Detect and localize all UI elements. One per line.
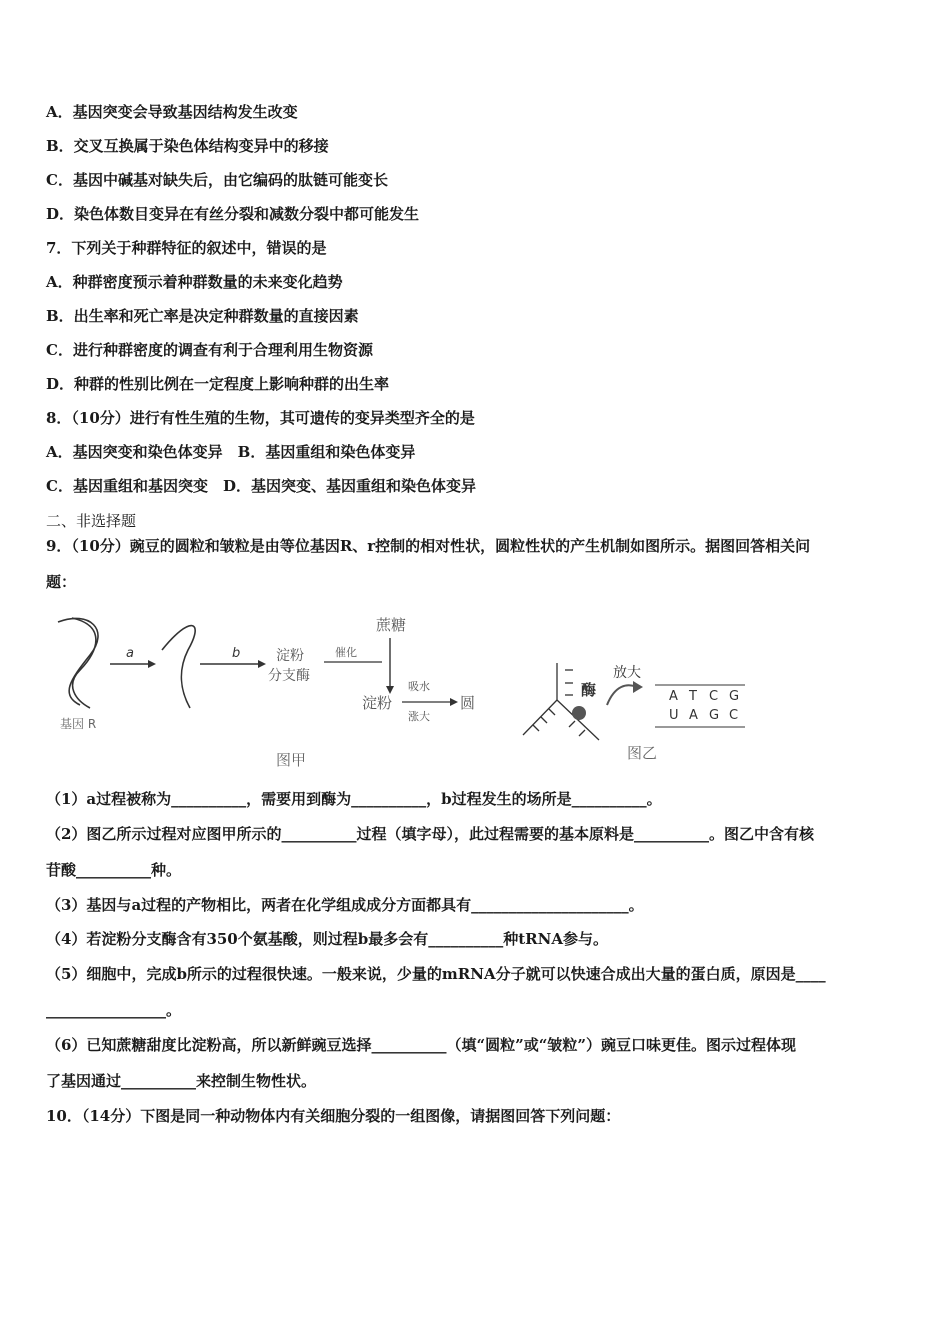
magnify-label: 放大 [613, 665, 641, 681]
q6-option-c: C．基因中碱基对缺失后，由它编码的肽链可能变长 [46, 171, 388, 189]
q6-option-a: A．基因突变会导致基因结构发生改变 [46, 103, 298, 121]
gene-r-strands [58, 618, 98, 708]
q9-part4: （4）若淀粉分支酶含有350个氨基酸，则过程b最多会有__________种tRNA参与。 [46, 930, 608, 948]
q8-options-cd: C．基因重组和基因突变 D．基因突变、基因重组和染色体变异 [46, 477, 476, 495]
q10-stem: 10．（14分）下图是同一种动物体内有关细胞分裂的一组图像，请据图回答下列问题： [46, 1107, 621, 1125]
q9-part2-line2: 苷酸__________种。 [46, 861, 182, 879]
q7-stem: 7．下列关于种群特征的叙述中，错误的是 [46, 239, 327, 257]
section-heading: 二、非选择题 [46, 512, 137, 530]
mrna-strand [162, 626, 195, 708]
enzyme-line1: 淀粉 [276, 648, 304, 664]
enzyme-blob [572, 706, 586, 720]
q9-part1: （1）a过程被称为__________，需要用到酶为__________，b过程发生的场所是__________。 [46, 790, 662, 808]
top-base: A [669, 689, 678, 704]
magnify-arrow [607, 685, 637, 705]
q9-part5-line2: ________________。 [46, 1001, 182, 1019]
q9-part6-line2: 了基因通过__________来控制生物性状。 [46, 1072, 317, 1090]
q9-part2-line1: （2）图乙所示过程对应图甲所示的__________过程（填字母），此过程需要的基本原料是__________。图乙中含有核 [46, 825, 814, 843]
top-base: T [689, 689, 697, 704]
top-base: G [729, 689, 740, 704]
swell-label: 涨大 [408, 710, 430, 723]
top-base: C [709, 689, 719, 704]
bottom-base: U [669, 708, 679, 723]
q9-stem-line1: 9．（10分）豌豆的圆粒和皱粒是由等位基因R、r控制的相对性状，圆粒性状的产生机制如图所示。据图回答相关问 [46, 537, 811, 555]
bottom-base: A [689, 708, 698, 723]
figure-jia [50, 610, 490, 770]
catalyze-label: 催化 [335, 646, 357, 659]
figure-yi [515, 655, 755, 770]
q7-option-a: A．种群密度预示着种群数量的未来变化趋势 [46, 273, 343, 291]
figure-yi-caption: 图乙 [627, 744, 658, 762]
q8-stem: 8．（10分）进行有性生殖的生物，其可遗传的变异类型齐全的是 [46, 409, 475, 427]
q8-options-ab: A．基因突变和染色体变异 B．基因重组和染色体变异 [46, 443, 416, 461]
q6-option-d: D．染色体数目变异在有丝分裂和减数分裂中都可能发生 [46, 205, 420, 223]
round-label: 圆 [460, 694, 476, 712]
label-a: a [126, 646, 134, 661]
q7-option-c: C．进行种群密度的调查有利于合理利用生物资源 [46, 341, 373, 359]
sucrose-label: 蔗糖 [376, 616, 407, 634]
q9-part6-line1: （6）已知蔗糖甜度比淀粉高，所以新鲜豌豆选择__________（填“圆粒”或“皱粒”）豌豆口味更佳。图示过程体现 [46, 1036, 796, 1054]
q6-option-b: B．交叉互换属于染色体结构变异中的移接 [46, 137, 329, 155]
q7-option-b: B．出生率和死亡率是决定种群数量的直接因素 [46, 307, 359, 325]
absorb-label: 吸水 [408, 680, 430, 693]
bottom-base: G [709, 708, 720, 723]
bottom-base: C [729, 708, 739, 723]
gene-label: 基因 R [60, 717, 97, 731]
q7-option-d: D．种群的性别比例在一定程度上影响种群的出生率 [46, 375, 390, 393]
figure-jia-caption: 图甲 [276, 751, 307, 769]
q9-part5-line1: （5）细胞中，完成b所示的过程很快速。一般来说，少量的mRNA分子就可以快速合成出大量的蛋白质，原因是____ [46, 965, 826, 983]
dna-strands [523, 663, 599, 740]
enzyme-label: 酶 [581, 681, 597, 699]
label-b: b [232, 646, 241, 661]
starch-label: 淀粉 [362, 694, 393, 712]
q9-stem-line2: 题： [46, 573, 77, 591]
q9-part3: （3）基因与a过程的产物相比，两者在化学组成成分方面都具有_____________________。 [46, 896, 644, 914]
enzyme-line2: 分支酶 [268, 668, 310, 684]
